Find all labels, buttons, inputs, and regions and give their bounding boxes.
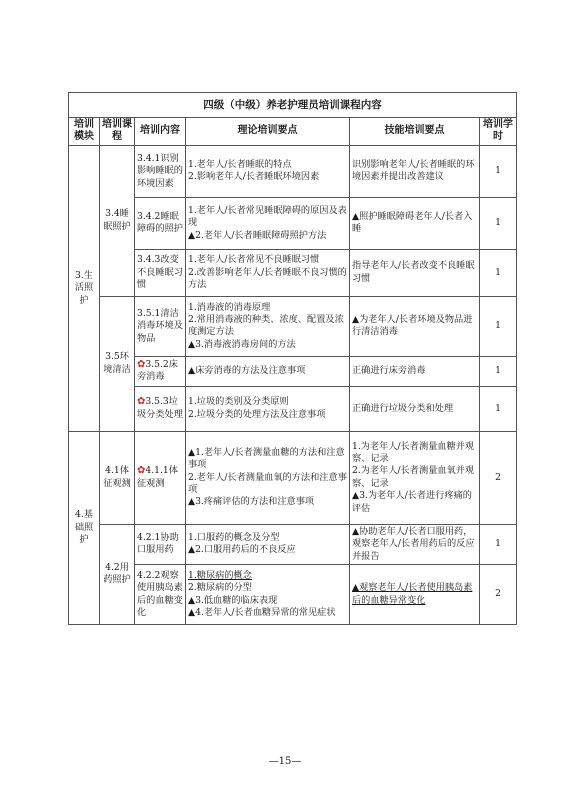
theory-point: 2.糖尿病的分型 xyxy=(188,582,252,594)
content-cell xyxy=(135,197,186,249)
content-text: 4.2.2观察使用胰岛素后的血糖变化 xyxy=(137,569,183,618)
content-text: 4.2.1协助口服用药 xyxy=(137,532,179,556)
page-number: —15— xyxy=(268,756,302,767)
star-icon: ✿ xyxy=(137,358,146,370)
header-skill: 技能培训要点 xyxy=(350,118,480,146)
header-hours: 培训学时 xyxy=(480,118,517,146)
theory-point: ▲3.消毒液消毒房间的方法 xyxy=(188,338,296,350)
hours-cell: 1 xyxy=(480,356,517,386)
hours-cell: 1 xyxy=(480,296,517,356)
theory-cell xyxy=(186,296,350,356)
skill-point: 1.为老年人/长者测量血糖并观察、记录 xyxy=(352,440,475,464)
theory-point: ▲1.老年人/长者测量血糖的方法和注意事项 xyxy=(188,446,345,471)
header-content: 培训内容 xyxy=(135,118,186,146)
skill-cell xyxy=(350,386,480,431)
theory-point: 1.糖尿病的概念 xyxy=(188,569,252,581)
theory-cell xyxy=(186,145,350,197)
skill-cell xyxy=(350,565,480,625)
module-cell: 3.生活照护 xyxy=(69,145,100,431)
skill-cell xyxy=(350,356,480,386)
theory-point: 1.垃圾的类别及分类原则 xyxy=(188,396,289,408)
theory-point: ▲床旁消毒的方法及注意事项 xyxy=(188,365,306,377)
hours-cell: 1 xyxy=(480,145,517,197)
skill-cell xyxy=(350,296,480,356)
theory-point: 2.影响老年人/长者睡眠环境因素 xyxy=(188,171,320,183)
theory-point: 1.老年人/长者睡眠的特点 xyxy=(188,158,292,170)
title-row xyxy=(69,93,517,118)
skill-cell xyxy=(350,524,480,564)
content-text: 3.4.2睡眠障碍的照护 xyxy=(137,210,183,235)
table-row xyxy=(69,197,517,249)
theory-point: ▲2.口服用药后的不良反应 xyxy=(188,544,296,556)
hours-cell: 2 xyxy=(480,565,517,625)
skill-point: 正确进行垃圾分类和处理 xyxy=(352,402,454,414)
content-text: 4.1.1体征观测 xyxy=(137,465,178,489)
content-cell xyxy=(135,145,186,197)
course-table xyxy=(68,92,517,625)
star-icon: ✿ xyxy=(137,396,146,408)
content-text: 3.5.3垃圾分类处理 xyxy=(137,396,183,420)
theory-point: 1.消毒液的消毒原理 xyxy=(188,301,271,313)
content-text: 3.4.3改变不良睡眠习惯 xyxy=(137,254,183,291)
content-cell xyxy=(135,296,186,356)
skill-cell xyxy=(350,249,480,296)
theory-point: 1.老年人/长者常见睡眠障碍的原因及表现 xyxy=(188,204,347,229)
skill-point: 2.为老年人/长者测量血氧并观察、记录 xyxy=(352,465,475,489)
skill-cell xyxy=(350,431,480,524)
course-cell: 3.5环境清洁 xyxy=(100,296,135,431)
hours-cell: 2 xyxy=(480,431,517,524)
theory-point: 2.垃圾分类的处理方法及注意事项 xyxy=(188,408,326,420)
skill-point: 指导老年人/长者改变不良睡眠习惯 xyxy=(352,260,475,284)
table-row xyxy=(69,249,517,296)
module-cell: 4.基础照护 xyxy=(69,431,100,624)
hours-cell: 1 xyxy=(480,249,517,296)
header-row xyxy=(69,118,517,146)
header-module: 培训模块 xyxy=(69,118,100,146)
skill-point: ▲照护睡眠障碍老年人/长者入睡 xyxy=(352,210,473,235)
hours-cell: 1 xyxy=(480,524,517,564)
table-row xyxy=(69,296,517,356)
theory-point: 2.老年人/长者测量血氧的方法和注意事项 xyxy=(188,471,347,496)
content-cell xyxy=(135,356,186,386)
skill-point: ▲为老年人/长者环境及物品进行清洁消毒 xyxy=(352,313,473,338)
course-cell: 3.4睡眠照护 xyxy=(100,145,135,296)
skill-point: ▲观察老年人/长者使用胰岛素后的血糖异常变化 xyxy=(352,582,473,606)
table-row xyxy=(69,145,517,197)
theory-point: ▲3.疼痛评估的方法和注意事项 xyxy=(188,496,315,508)
content-cell xyxy=(135,431,186,524)
theory-point: ▲4.老年人/长者血糖异常的常见症状 xyxy=(188,606,336,618)
table-row xyxy=(69,356,517,386)
table-row xyxy=(69,431,517,524)
content-cell xyxy=(135,249,186,296)
course-cell: 4.2用药照护 xyxy=(100,524,135,624)
header-course: 培训课程 xyxy=(100,118,135,146)
content-cell xyxy=(135,565,186,625)
theory-point: ▲3.低血糖的临床表现 xyxy=(188,594,278,606)
skill-cell xyxy=(350,197,480,249)
content-cell xyxy=(135,386,186,431)
skill-cell xyxy=(350,145,480,197)
theory-cell xyxy=(186,565,350,625)
hours-cell: 1 xyxy=(480,197,517,249)
theory-cell xyxy=(186,249,350,296)
course-cell: 4.1体征观测 xyxy=(100,431,135,524)
skill-point: 识别影响老年人/长者睡眠的环境因素并提出改善建议 xyxy=(352,158,475,183)
skill-point: ▲协助老年人/长者口服用药，观察老年人/长者用药后的反应并报告 xyxy=(352,525,475,562)
content-text: 3.4.1识别影响睡眠的环境因素 xyxy=(137,152,183,189)
theory-cell xyxy=(186,431,350,524)
header-theory: 理论培训要点 xyxy=(186,118,350,146)
hours-cell: 1 xyxy=(480,386,517,431)
theory-cell xyxy=(186,386,350,431)
content-text: 3.5.1清洁消毒环境及物品 xyxy=(137,307,183,344)
table-row xyxy=(69,565,517,625)
theory-point: 1.口服药的概念及分型 xyxy=(188,532,280,544)
skill-point: 正确进行床旁消毒 xyxy=(352,365,426,377)
theory-cell xyxy=(186,356,350,386)
theory-point: 2.改善影响老年人/长者睡眠不良习惯的方法 xyxy=(188,266,347,291)
table-row xyxy=(69,386,517,431)
star-icon: ✿ xyxy=(137,465,146,477)
skill-point: ▲3.为老年人/长者进行疼痛的评估 xyxy=(352,490,472,514)
content-text: 3.5.2床旁消毒 xyxy=(137,358,178,383)
content-cell xyxy=(135,524,186,564)
theory-cell xyxy=(186,197,350,249)
theory-cell xyxy=(186,524,350,564)
table-title: 四级（中级）养老护理员培训课程内容 xyxy=(69,93,517,118)
theory-point: 2.常用消毒液的种类、浓度、配置及浓度测定方法 xyxy=(188,313,344,338)
theory-point: 1.老年人/长者常见不良睡眠习惯 xyxy=(188,254,320,266)
theory-point: ▲2.老年人/长者睡眠障碍照护方法 xyxy=(188,229,327,241)
table-row xyxy=(69,524,517,564)
